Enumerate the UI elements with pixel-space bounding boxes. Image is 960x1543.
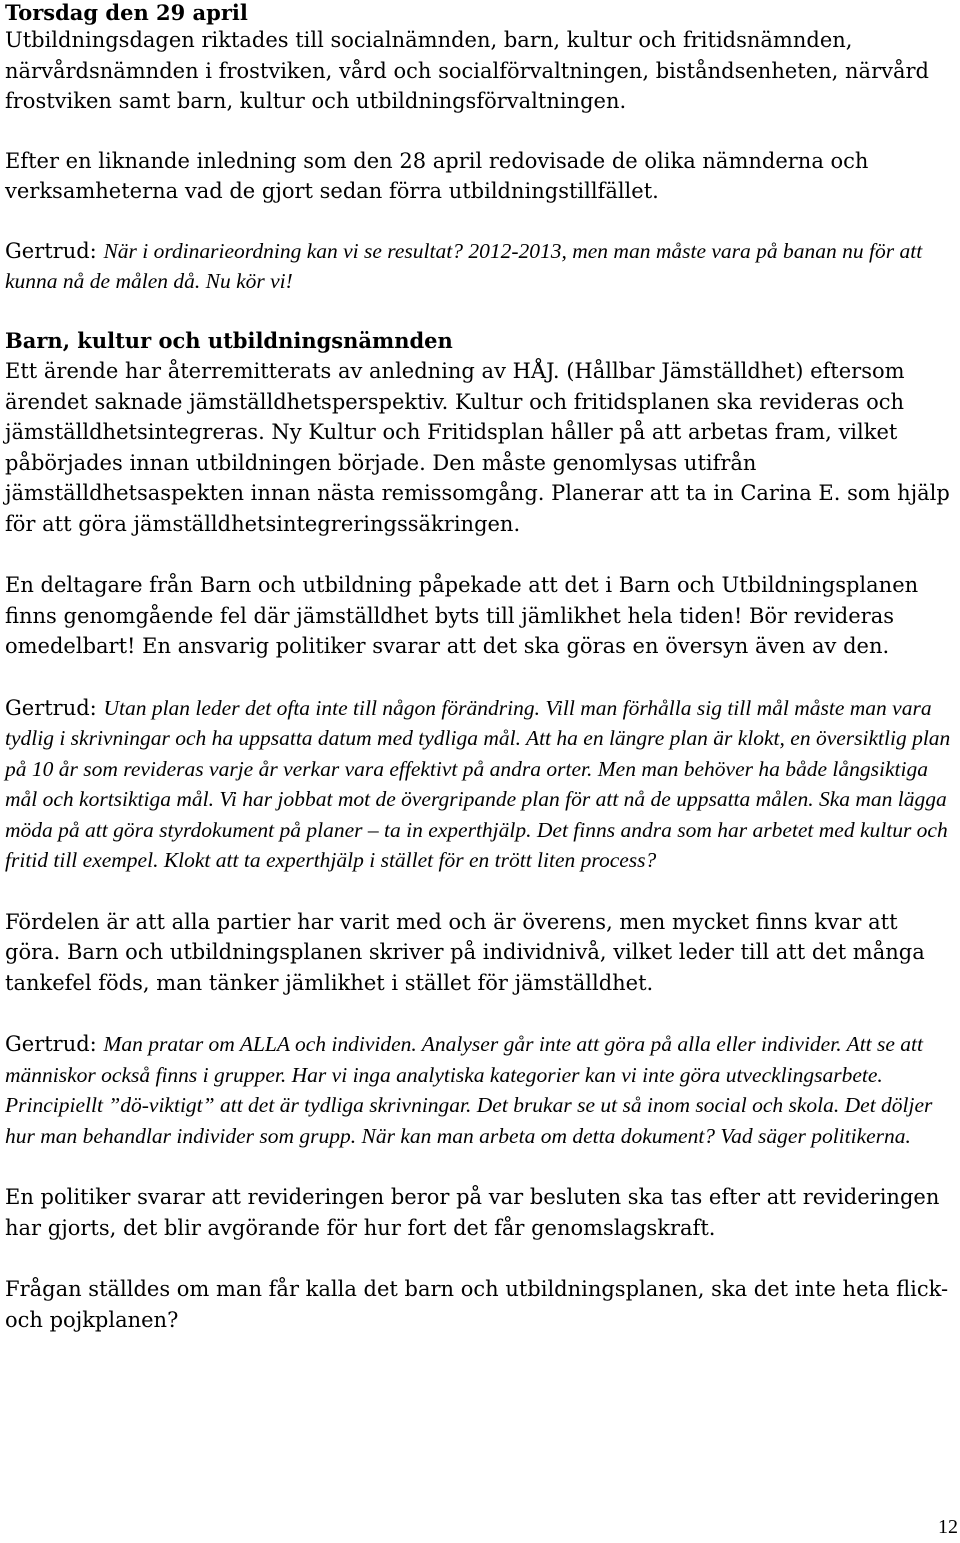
speaker-label: Gertrud: bbox=[5, 695, 104, 720]
participant-paragraph: En deltagare från Barn och utbildning påpekade att det i Barn och Utbildningsplanen finns genomgående fel där jämställdhet byts till jämlikhet hela tiden! Bör revideras omedelbart! En ansvarig politiker svarar att det ska göras en översyn även av den. bbox=[5, 573, 919, 658]
gertrud-quote-1: När i ordinarieordning kan vi se resultat? 2012-2013, men man måste vara på banan nu för att kunna nå de målen då. Nu kör vi! bbox=[5, 238, 923, 293]
date-heading: Torsdag den 29 april bbox=[5, 0, 248, 25]
section-paragraph: Ett ärende har återremitterats av anledning av HÅJ. (Hållbar Jämställdhet) eftersom ärendet saknade jämställdhetsperspektiv. Kultur och fritidsplanen ska revideras och jämställdhetsintegreras. Ny Kultur och Fritidsplan håller på att arbetas fram, vilket påbörjades innan utbildningen började. Den måste genomlysas utifrån jämställdhetsaspekten innan nästa remissomgång. Planerar att ta in Carina E. som hjälp för att göra jämställdhetsintegreringssäkringen. bbox=[5, 359, 950, 536]
speaker-label: Gertrud: bbox=[5, 238, 104, 263]
gertrud-quote-2: Utan plan leder det ofta inte till någon förändring. Vill man förhålla sig till mål måste man vara tydlig i skrivningar och ha uppsatta datum med tydliga mål. Att ha en längre plan är klokt, en översiktlig plan på 10 år som revideras varje år verkar vara effektivt på andra orter. Men man behöver ha både långsiktiga mål och kortsiktiga mål. Vi har jobbat mot de övergripande plan för att nå de uppsatta målen. Ska man lägga möda på att göra styrdokument på planer – ta in experthjälp. Det finns andra som har arbetet med kultur och fritid till exempel. Klokt att ta experthjälp i stället för en trött liten process? bbox=[5, 695, 951, 872]
gertrud-comment-3 bbox=[5, 1029, 955, 1151]
advantage-paragraph: Fördelen är att alla partier har varit med och är överens, men mycket finns kvar att göra. Barn och utbildningsplanen skriver på individnivå, vilket leder till att det många tankefel föds, man tänker jämlikhet i stället för jämställdhet. bbox=[5, 909, 925, 995]
summary-paragraph: Efter en liknande inledning som den 28 april redovisade de olika nämnderna och verksamheterna vad de gjort sedan förra utbildningstillfället. bbox=[5, 148, 869, 203]
gertrud-comment-2 bbox=[5, 693, 955, 876]
page-number: 12 bbox=[938, 1516, 958, 1538]
question-paragraph: Frågan ställdes om man får kalla det barn och utbildningsplanen, ska det inte heta flick- och pojkplanen? bbox=[5, 1277, 949, 1332]
page-content bbox=[5, 0, 955, 1335]
speaker-label: Gertrud: bbox=[5, 1032, 104, 1056]
gertrud-quote-3: Man pratar om ALLA och individen. Analyser går inte att göra på alla eller individer. Att se att människor också finns i grupper. Har vi inga analytiska kategorier kan vi inte göra utvecklingsarbete. Principiellt ”dö-viktigt” att det är tydliga skrivningar. Det brukar se ut så inom social och skola. Det döljer hur man behandlar individer som grupp. När kan man arbeta om detta dokument? Vad säger politikerna. bbox=[5, 1032, 933, 1148]
politician-paragraph: En politiker svarar att revideringen beror på var besluten ska tas efter att revideringen har gjorts, det blir avgörande för hur fort det får genomslagskraft. bbox=[5, 1185, 940, 1240]
section-heading: Barn, kultur och utbildningsnämnden bbox=[5, 327, 453, 353]
gertrud-comment-1 bbox=[5, 236, 955, 297]
intro-paragraph: Utbildningsdagen riktades till socialnämnden, barn, kultur och fritidsnämnden, närvårdsnämnden i frostviken, vård och socialförvaltningen, biståndsenheten, närvård frostviken samt barn, kultur och utbildningsförvaltningen. bbox=[5, 28, 929, 113]
